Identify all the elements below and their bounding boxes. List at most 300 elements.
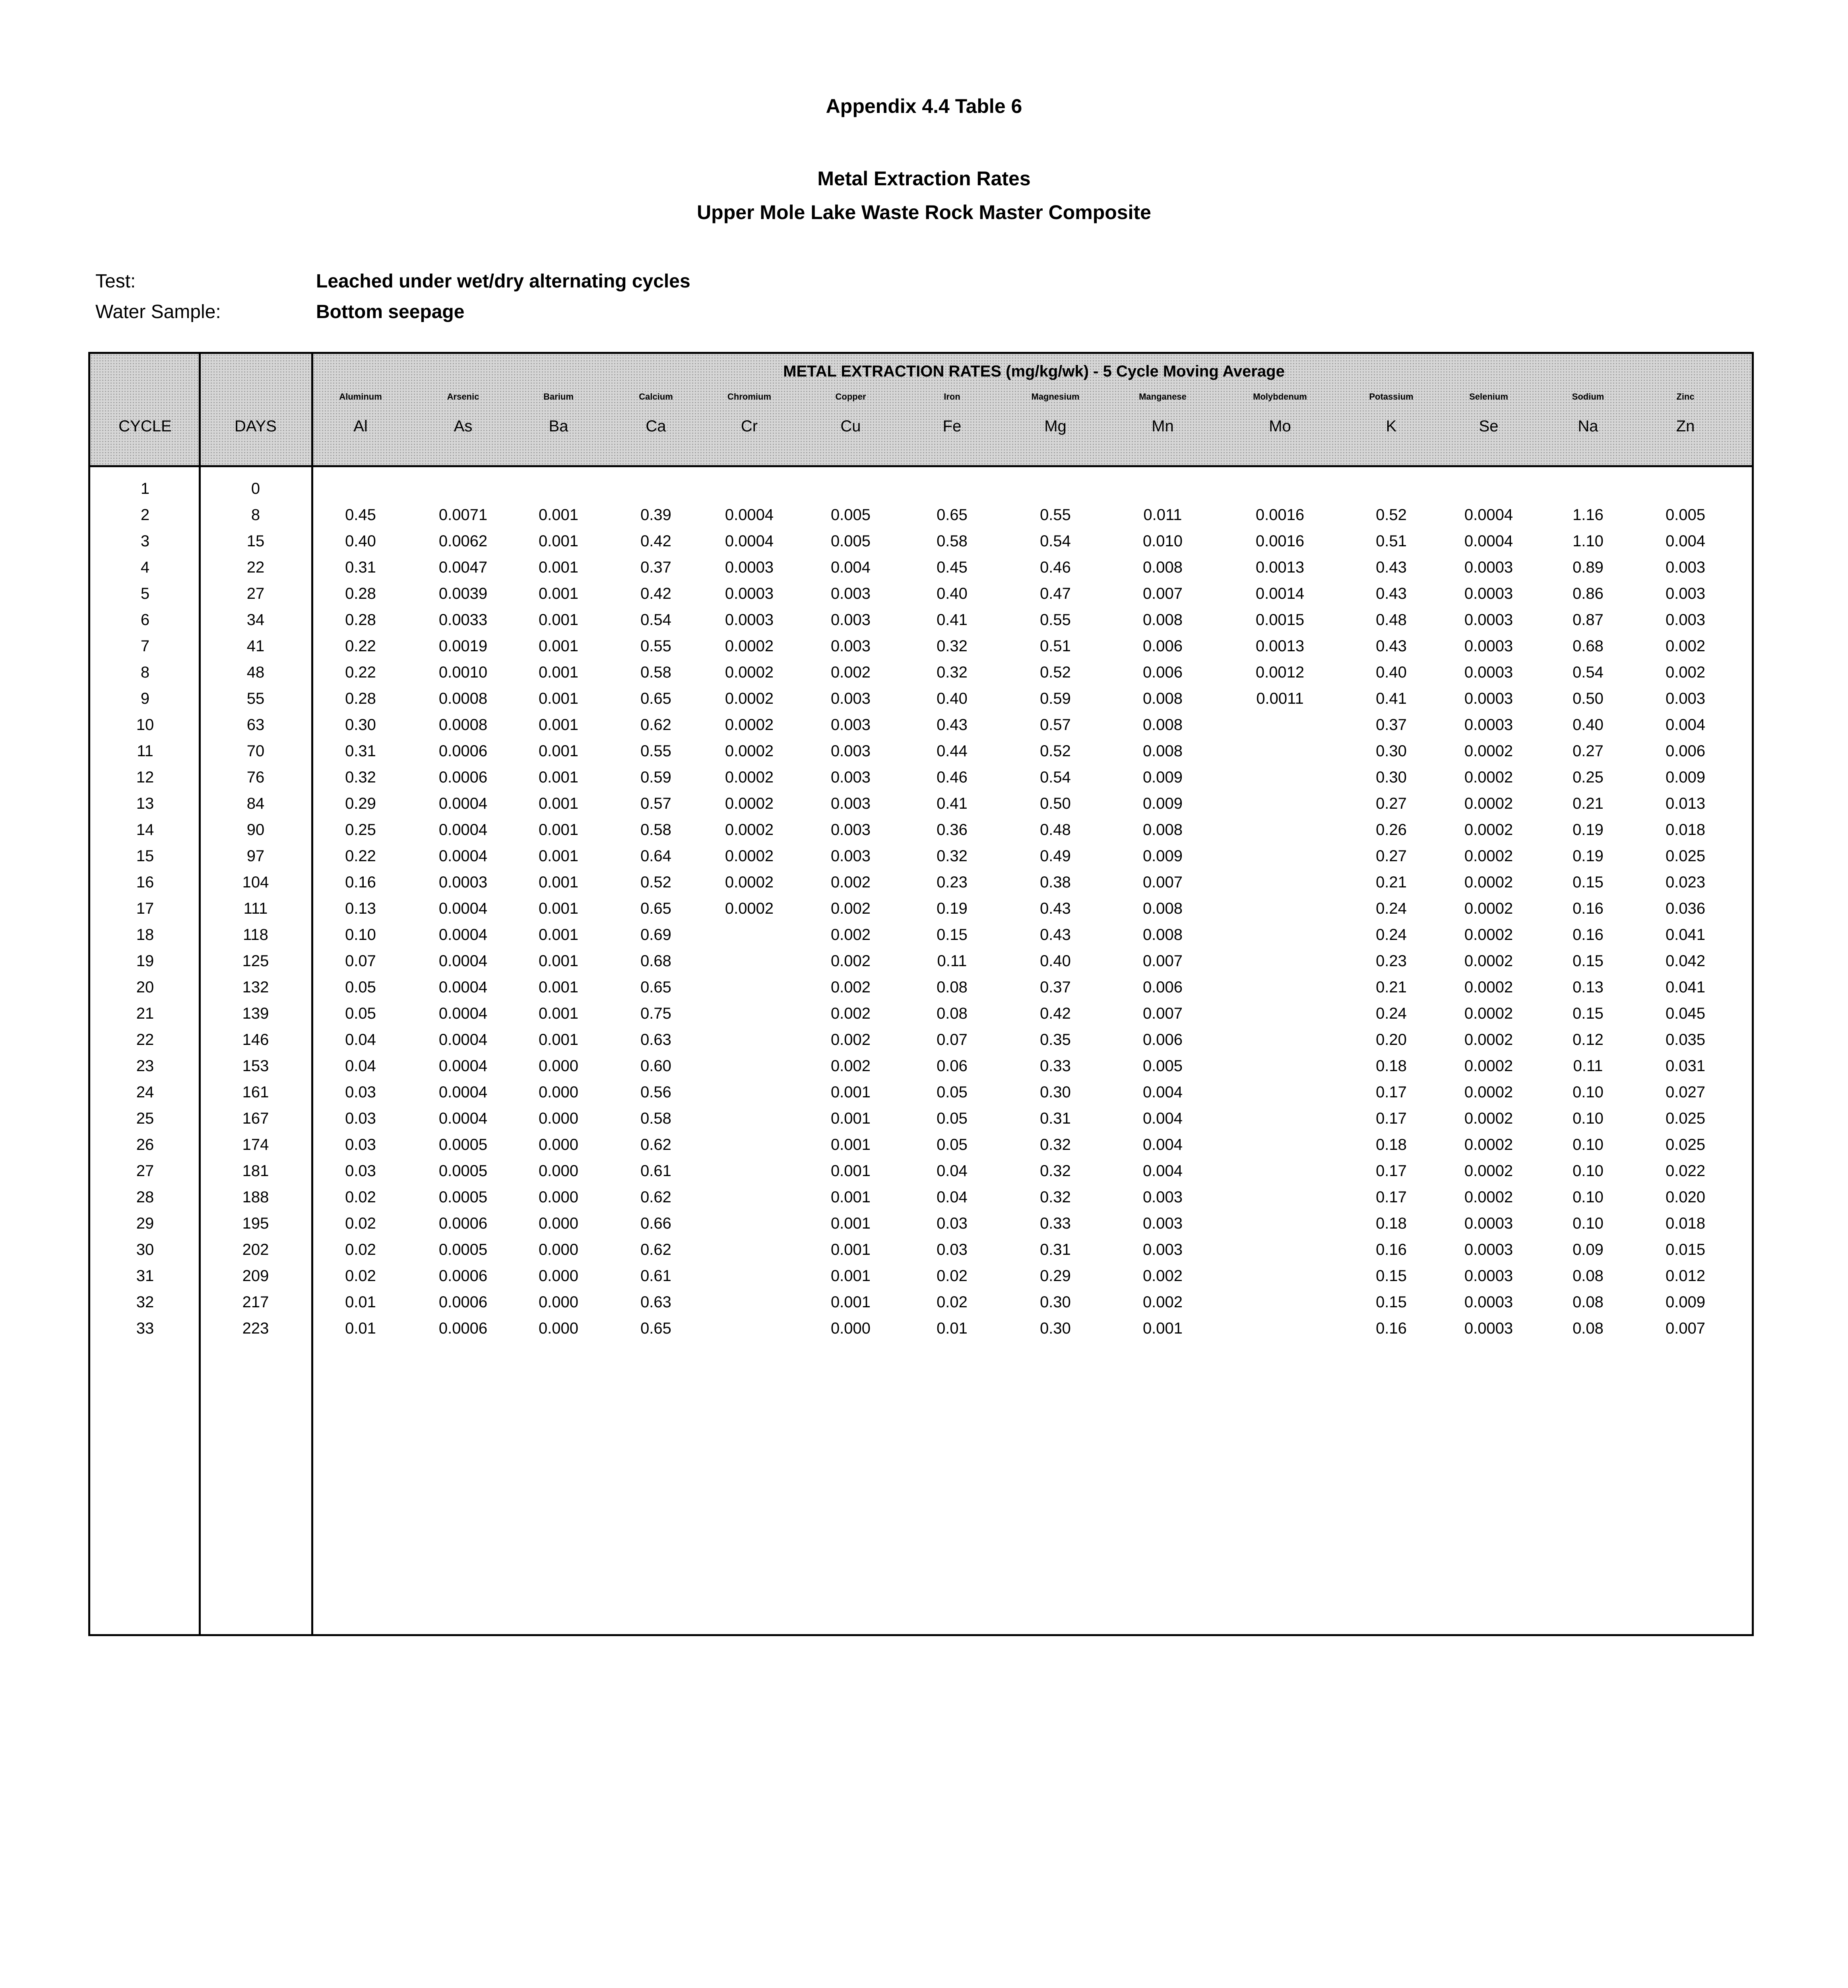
cycle-cell: 3 (140, 532, 150, 550)
rate-cell: 0.009 (1665, 1293, 1706, 1311)
rate-cell: 0.27 (1376, 847, 1407, 865)
days-cell: 15 (246, 532, 265, 550)
rate-cell: 0.0006 (438, 742, 488, 760)
rate-cell: 0.001 (830, 1083, 871, 1101)
cycle-cell: 2 (140, 506, 150, 524)
rate-cell: 0.28 (345, 611, 376, 629)
cycle-column-header: CYCLE (118, 417, 172, 435)
rate-cell: 0.11 (1573, 1057, 1603, 1075)
rate-cell: 0.17 (1376, 1110, 1407, 1127)
rate-cell: 0.005 (830, 532, 871, 550)
rate-cell: 0.0008 (438, 716, 488, 734)
rate-cell: 0.02 (345, 1241, 376, 1258)
element-name: Zinc (1676, 392, 1695, 402)
rate-cell: 0.036 (1665, 900, 1706, 917)
rate-cell: 0.17 (1376, 1083, 1407, 1101)
rate-cell: 0.52 (1040, 664, 1071, 681)
rate-cell: 0.43 (1376, 585, 1407, 602)
rate-cell: 0.37 (1040, 978, 1071, 996)
rate-cell: 0.0002 (725, 847, 774, 865)
rate-cell: 0.24 (1376, 926, 1407, 944)
rate-cell: 0.68 (640, 952, 671, 970)
rate-cell: 0.43 (1376, 637, 1407, 655)
rate-cell: 0.007 (1665, 1320, 1706, 1337)
cycle-cell: 21 (136, 1005, 154, 1022)
rate-cell: 0.002 (830, 1031, 871, 1048)
rate-cell: 0.001 (538, 874, 579, 891)
rate-cell: 0.006 (1142, 637, 1183, 655)
rate-cell: 0.66 (640, 1215, 671, 1232)
rate-cell: 0.0006 (438, 1320, 488, 1337)
rate-cell: 0.04 (345, 1057, 376, 1075)
rate-cell: 0.21 (1376, 874, 1407, 891)
rate-cell: 0.005 (1142, 1057, 1183, 1075)
rate-cell: 0.32 (1040, 1162, 1071, 1180)
rate-cell: 0.0005 (438, 1136, 488, 1153)
rate-cell: 0.43 (1376, 559, 1407, 576)
rate-cell: 0.0003 (1464, 1215, 1513, 1232)
days-cell: 181 (242, 1162, 269, 1180)
rate-cell: 0.33 (1040, 1057, 1071, 1075)
rate-cell: 0.39 (640, 506, 671, 524)
days-cell: 90 (246, 821, 265, 839)
element-name: Selenium (1469, 392, 1508, 402)
rate-cell: 0.68 (1573, 637, 1604, 655)
element-name: Iron (944, 392, 960, 402)
rate-cell: 0.022 (1665, 1162, 1706, 1180)
rate-cell: 0.007 (1142, 874, 1183, 891)
rate-cell: 0.0003 (1464, 690, 1513, 707)
days-cell: 41 (246, 637, 265, 655)
rate-cell: 0.001 (538, 978, 579, 996)
rate-cell: 0.0016 (1255, 532, 1305, 550)
rate-cell: 0.03 (345, 1083, 376, 1101)
element-name: Molybdenum (1253, 392, 1307, 402)
rate-cell: 0.0010 (438, 664, 488, 681)
element-name: Barium (543, 392, 574, 402)
rate-cell: 0.027 (1665, 1083, 1706, 1101)
rate-cell: 0.28 (345, 585, 376, 602)
rate-cell: 0.009 (1142, 795, 1183, 812)
rate-cell: 0.003 (830, 637, 871, 655)
rate-cell: 0.0002 (1464, 1083, 1513, 1101)
rate-cell: 0.0002 (725, 664, 774, 681)
days-cell: 0 (251, 480, 260, 497)
rate-cell: 0.0002 (1464, 1162, 1513, 1180)
rate-cell: 0.19 (1573, 821, 1604, 839)
rate-cell: 0.020 (1665, 1188, 1706, 1206)
rate-cell: 0.16 (1376, 1320, 1407, 1337)
rate-cell: 0.50 (1040, 795, 1071, 812)
rate-cell: 0.19 (937, 900, 968, 917)
element-name: Copper (835, 392, 866, 402)
rate-cell: 0.22 (345, 664, 376, 681)
rate-cell: 0.013 (1665, 795, 1706, 812)
rate-cell: 0.30 (1040, 1320, 1071, 1337)
rate-cell: 0.62 (640, 716, 671, 734)
rate-cell: 0.08 (1573, 1293, 1604, 1311)
rate-cell: 0.000 (538, 1188, 579, 1206)
rate-cell: 0.0003 (1464, 637, 1513, 655)
days-cell: 76 (246, 769, 265, 786)
rate-cell: 0.002 (830, 874, 871, 891)
rate-cell: 0.46 (1040, 559, 1071, 576)
rate-cell: 0.009 (1142, 769, 1183, 786)
rate-cell: 0.000 (538, 1267, 579, 1285)
days-cell: 55 (246, 690, 265, 707)
days-cell: 111 (243, 900, 268, 917)
rate-cell: 0.001 (538, 716, 579, 734)
rate-cell: 0.0002 (725, 769, 774, 786)
rate-cell: 0.69 (640, 926, 671, 944)
rate-cell: 0.0013 (1255, 637, 1305, 655)
rate-cell: 0.54 (1573, 664, 1604, 681)
days-cell: 153 (242, 1057, 269, 1075)
rate-cell: 0.002 (1142, 1267, 1183, 1285)
rate-cell: 0.11 (937, 952, 967, 970)
rate-cell: 0.0004 (438, 952, 488, 970)
table-title: Metal Extraction Rates (817, 167, 1031, 190)
element-symbol: Fe (942, 417, 962, 435)
rate-cell: 0.001 (830, 1188, 871, 1206)
cycle-cell: 16 (136, 874, 154, 891)
rate-cell: 0.0019 (438, 637, 488, 655)
rate-cell: 0.0016 (1255, 506, 1305, 524)
element-symbol: Al (353, 417, 368, 435)
rate-cell: 0.0002 (725, 900, 774, 917)
rate-cell: 0.41 (937, 795, 968, 812)
rate-cell: 0.27 (1573, 742, 1604, 760)
rate-cell: 0.001 (538, 847, 579, 865)
cycle-cell: 24 (136, 1083, 154, 1101)
rate-cell: 0.041 (1665, 978, 1706, 996)
rate-cell: 1.10 (1573, 532, 1604, 550)
rate-cell: 0.21 (1376, 978, 1407, 996)
rate-cell: 0.63 (640, 1293, 671, 1311)
rate-cell: 0.0015 (1255, 611, 1305, 629)
rate-cell: 0.40 (1573, 716, 1604, 734)
rate-cell: 0.0013 (1255, 559, 1305, 576)
rate-cell: 0.004 (1142, 1083, 1183, 1101)
element-name: Calcium (639, 392, 673, 402)
rate-cell: 0.003 (830, 742, 871, 760)
cycle-cell: 4 (140, 559, 150, 576)
rate-cell: 0.0002 (1464, 1110, 1513, 1127)
rate-cell: 0.008 (1142, 821, 1183, 839)
rate-cell: 0.58 (937, 532, 968, 550)
rate-cell: 0.003 (1142, 1188, 1183, 1206)
cycle-cell: 5 (140, 585, 150, 602)
rate-cell: 0.0005 (438, 1162, 488, 1180)
rate-cell: 0.0002 (725, 742, 774, 760)
rate-cell: 0.57 (1040, 716, 1071, 734)
rate-cell: 0.018 (1665, 1215, 1706, 1232)
rate-cell: 0.15 (1573, 952, 1604, 970)
rate-cell: 0.10 (1573, 1083, 1604, 1101)
rate-cell: 0.50 (1573, 690, 1604, 707)
rate-cell: 0.025 (1665, 847, 1706, 865)
rate-cell: 0.13 (1573, 978, 1604, 996)
rate-cell: 0.41 (1376, 690, 1407, 707)
rate-cell: 0.57 (640, 795, 671, 812)
rate-cell: 0.15 (1376, 1293, 1407, 1311)
rate-cell: 0.30 (1040, 1083, 1071, 1101)
days-cell: 27 (246, 585, 265, 602)
rate-cell: 0.0003 (1464, 1267, 1513, 1285)
element-symbol: Mn (1152, 417, 1174, 435)
element-symbol: Cu (840, 417, 861, 435)
rate-cell: 0.008 (1142, 900, 1183, 917)
rate-cell: 0.32 (1040, 1188, 1071, 1206)
rate-cell: 0.52 (1040, 742, 1071, 760)
rate-cell: 0.0039 (438, 585, 488, 602)
rate-cell: 0.042 (1665, 952, 1706, 970)
rate-cell: 0.0002 (1464, 821, 1513, 839)
element-name: Manganese (1139, 392, 1187, 402)
rate-cell: 0.22 (345, 847, 376, 865)
rate-cell: 0.001 (830, 1162, 871, 1180)
rate-cell: 0.023 (1665, 874, 1706, 891)
rate-cell: 0.65 (640, 1320, 671, 1337)
cycle-cell: 30 (136, 1241, 154, 1258)
rate-cell: 0.0002 (1464, 795, 1513, 812)
cycle-cell: 29 (136, 1215, 154, 1232)
rate-cell: 0.003 (830, 690, 871, 707)
rate-cell: 0.04 (937, 1188, 968, 1206)
rate-cell: 0.04 (937, 1162, 968, 1180)
rate-cell: 0.23 (1376, 952, 1407, 970)
days-column-header: DAYS (235, 417, 277, 435)
rate-cell: 0.0002 (1464, 1031, 1513, 1048)
rate-cell: 0.0004 (725, 532, 774, 550)
days-cell: 202 (242, 1241, 269, 1258)
rate-cell: 0.006 (1665, 742, 1706, 760)
rate-cell: 0.0004 (438, 926, 488, 944)
cycle-cell: 32 (136, 1293, 154, 1311)
rate-cell: 0.25 (1573, 769, 1604, 786)
rate-cell: 0.15 (937, 926, 968, 944)
rate-cell: 0.42 (1040, 1005, 1071, 1022)
rate-cell: 0.001 (538, 900, 579, 917)
rate-cell: 0.62 (640, 1136, 671, 1153)
rate-cell: 0.0003 (1464, 611, 1513, 629)
rate-cell: 0.0002 (1464, 900, 1513, 917)
rate-cell: 0.002 (830, 1057, 871, 1075)
rate-cell: 0.48 (1376, 611, 1407, 629)
rate-cell: 0.003 (830, 847, 871, 865)
rate-cell: 0.0003 (1464, 1293, 1513, 1311)
rate-cell: 0.000 (538, 1293, 579, 1311)
days-cell: 132 (242, 978, 269, 996)
cycle-cell: 27 (136, 1162, 154, 1180)
rate-cell: 0.003 (1665, 559, 1706, 576)
column-divider (199, 352, 201, 1636)
rate-cell: 0.27 (1376, 795, 1407, 812)
rate-cell: 0.29 (345, 795, 376, 812)
rate-cell: 0.20 (1376, 1031, 1407, 1048)
rate-cell: 0.08 (937, 978, 968, 996)
rate-cell: 0.004 (1665, 716, 1706, 734)
rate-cell: 0.45 (345, 506, 376, 524)
rate-cell: 0.49 (1040, 847, 1071, 865)
rate-cell: 0.0006 (438, 1267, 488, 1285)
cycle-cell: 33 (136, 1320, 154, 1337)
rate-cell: 0.0004 (438, 1110, 488, 1127)
rate-cell: 0.0003 (725, 585, 774, 602)
rate-cell: 0.006 (1142, 1031, 1183, 1048)
rate-cell: 0.0004 (438, 1083, 488, 1101)
rate-cell: 0.08 (1573, 1320, 1604, 1337)
rate-cell: 0.58 (640, 664, 671, 681)
element-symbol: Na (1578, 417, 1598, 435)
element-symbol: K (1386, 417, 1397, 435)
rate-cell: 0.007 (1142, 952, 1183, 970)
rate-cell: 0.52 (1376, 506, 1407, 524)
rate-cell: 0.38 (1040, 874, 1071, 891)
rate-cell: 0.002 (830, 978, 871, 996)
rate-cell: 0.31 (345, 742, 376, 760)
rate-cell: 0.13 (345, 900, 376, 917)
rate-cell: 0.05 (937, 1083, 968, 1101)
days-cell: 174 (242, 1136, 269, 1153)
rate-cell: 0.003 (1142, 1241, 1183, 1258)
rate-cell: 0.32 (937, 664, 968, 681)
rate-cell: 0.0003 (1464, 585, 1513, 602)
water-sample-value: Bottom seepage (316, 301, 465, 322)
rate-cell: 0.01 (345, 1320, 376, 1337)
rate-cell: 0.045 (1665, 1005, 1706, 1022)
rate-cell: 0.25 (345, 821, 376, 839)
rate-cell: 0.001 (538, 821, 579, 839)
rate-cell: 0.0005 (438, 1241, 488, 1258)
rate-cell: 0.36 (937, 821, 968, 839)
rate-cell: 0.59 (1040, 690, 1071, 707)
rate-cell: 0.56 (640, 1083, 671, 1101)
rate-cell: 0.89 (1573, 559, 1604, 576)
rate-cell: 0.47 (1040, 585, 1071, 602)
rate-cell: 0.65 (640, 690, 671, 707)
rate-cell: 0.58 (640, 1110, 671, 1127)
rate-cell: 0.33 (1040, 1215, 1071, 1232)
element-name: Magnesium (1031, 392, 1080, 402)
cycle-cell: 18 (136, 926, 154, 944)
rate-cell: 0.0002 (725, 874, 774, 891)
rate-cell: 0.16 (1573, 900, 1604, 917)
rate-cell: 0.03 (937, 1215, 968, 1232)
days-cell: 118 (243, 926, 268, 944)
rate-cell: 0.007 (1142, 1005, 1183, 1022)
water-sample-label: Water Sample: (95, 301, 221, 322)
rate-cell: 0.65 (640, 978, 671, 996)
days-cell: 209 (242, 1267, 269, 1285)
rate-cell: 0.0004 (438, 847, 488, 865)
rate-cell: 0.001 (538, 926, 579, 944)
days-cell: 223 (242, 1320, 269, 1337)
rate-cell: 0.06 (937, 1057, 968, 1075)
rate-cell: 0.60 (640, 1057, 671, 1075)
rate-cell: 0.51 (1040, 637, 1071, 655)
cycle-cell: 12 (136, 769, 154, 786)
rate-cell: 0.004 (830, 559, 871, 576)
rate-cell: 0.48 (1040, 821, 1071, 839)
rate-cell: 0.004 (1142, 1136, 1183, 1153)
rate-cell: 0.0047 (438, 559, 488, 576)
rate-cell: 0.003 (1665, 585, 1706, 602)
rate-cell: 0.31 (1040, 1241, 1071, 1258)
days-cell: 195 (242, 1215, 269, 1232)
days-cell: 139 (242, 1005, 269, 1022)
cycle-cell: 7 (140, 637, 150, 655)
rate-cell: 0.0004 (1464, 532, 1513, 550)
element-symbol: Se (1479, 417, 1499, 435)
rate-cell: 0.42 (640, 532, 671, 550)
rate-cell: 0.02 (937, 1267, 968, 1285)
rate-cell: 0.17 (1376, 1162, 1407, 1180)
rate-cell: 0.54 (640, 611, 671, 629)
cycle-cell: 14 (136, 821, 154, 839)
rate-cell: 0.37 (640, 559, 671, 576)
rate-cell: 0.003 (1665, 690, 1706, 707)
rate-cell: 0.64 (640, 847, 671, 865)
rate-cell: 0.0011 (1256, 690, 1304, 707)
rate-cell: 0.0002 (1464, 978, 1513, 996)
rate-cell: 0.041 (1665, 926, 1706, 944)
rate-cell: 0.0003 (1464, 1320, 1513, 1337)
rate-cell: 0.55 (1040, 611, 1071, 629)
rate-cell: 0.0006 (438, 1293, 488, 1311)
rate-cell: 0.24 (1376, 1005, 1407, 1022)
rate-cell: 0.010 (1142, 532, 1183, 550)
rate-cell: 0.000 (538, 1136, 579, 1153)
rate-cell: 0.0008 (438, 690, 488, 707)
rate-cell: 0.000 (830, 1320, 871, 1337)
rate-cell: 0.43 (1040, 926, 1071, 944)
cycle-cell: 31 (136, 1267, 154, 1285)
rate-cell: 0.18 (1376, 1057, 1407, 1075)
rate-cell: 0.02 (345, 1188, 376, 1206)
rate-cell: 0.0002 (1464, 874, 1513, 891)
rate-cell: 0.001 (830, 1110, 871, 1127)
rate-cell: 0.001 (1142, 1320, 1183, 1337)
element-symbol: Mo (1269, 417, 1291, 435)
cycle-cell: 23 (136, 1057, 154, 1075)
cycle-cell: 20 (136, 978, 154, 996)
rate-cell: 0.0002 (1464, 926, 1513, 944)
rate-cell: 0.37 (1376, 716, 1407, 734)
rate-cell: 0.001 (830, 1241, 871, 1258)
rate-cell: 0.001 (538, 952, 579, 970)
rate-cell: 0.001 (538, 559, 579, 576)
days-cell: 146 (242, 1031, 269, 1048)
rate-cell: 0.62 (640, 1188, 671, 1206)
rate-cell: 0.07 (345, 952, 376, 970)
days-cell: 104 (242, 874, 269, 891)
rate-cell: 0.15 (1573, 874, 1604, 891)
rate-cell: 0.004 (1142, 1162, 1183, 1180)
table-group-header: METAL EXTRACTION RATES (mg/kg/wk) - 5 Cycle Moving Average (783, 363, 1285, 380)
rate-cell: 0.008 (1142, 742, 1183, 760)
rate-cell: 0.000 (538, 1110, 579, 1127)
days-cell: 97 (246, 847, 265, 865)
rate-cell: 0.62 (640, 1241, 671, 1258)
rate-cell: 0.0004 (438, 1057, 488, 1075)
element-symbol: Ba (549, 417, 568, 435)
rate-cell: 0.0002 (725, 637, 774, 655)
rate-cell: 0.54 (1040, 769, 1071, 786)
rate-cell: 0.10 (1573, 1162, 1604, 1180)
cycle-cell: 28 (136, 1188, 154, 1206)
rate-cell: 0.003 (830, 716, 871, 734)
